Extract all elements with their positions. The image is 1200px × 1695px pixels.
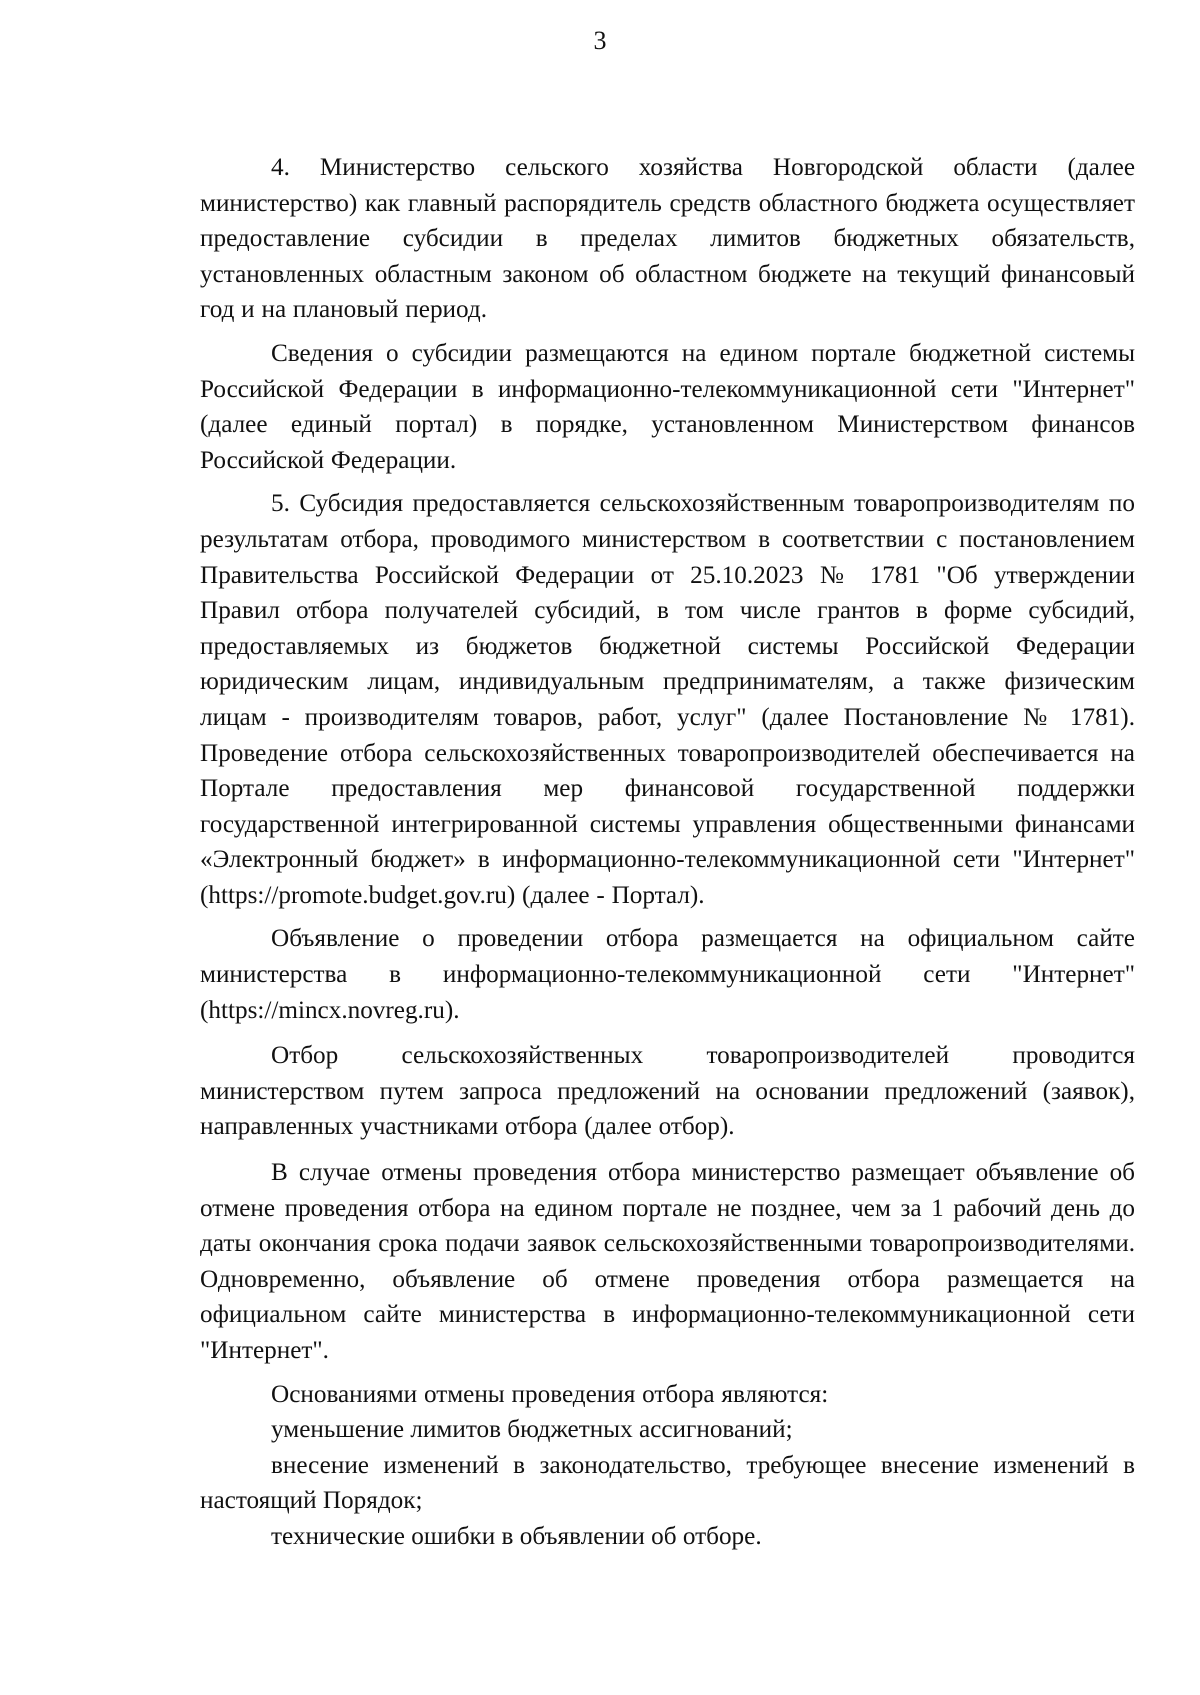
paragraph-cancellation-grounds: Основаниями отмены проведения отбора являются: [271,1380,829,1408]
paragraph-5-selection: 5. Субсидия предоставляется сельскохозяйственным товаропроизводителям по результатам отбора, проводимого министерством в соответствии с постановлением Правительства Российской Федерации от 25.10.2023 № 1781 "Об утверждении Правил отбора получателей субсидий, в том числе грантов в форме субсидий, предоставляемых из бюджетов бюджетной системы Российской Федерации юридическим лицам, индивидуальным предпринимателям, а также физическим лицам - производителям товаров, работ, услуг" (далее Постановление № 1781). Проведение отбора сельскохозяйственных товаропроизводителей обеспечивается на Портале предоставления мер финансовой государственной поддержки государственной интегрированной системы управления общественными финансами «Электронный бюджет» в информационно-телекоммуникационной сети "Интернет" (https://promote.budget.gov.ru) (далее - Портал). [200,490,1135,909]
document-body [200,150,1135,1555]
paragraph-subsidy-info: Сведения о субсидии размещаются на едином портале бюджетной системы Российской Федерации в информационно-телекоммуникационной сети "Интернет" (далее единый портал) в порядке, установленном Министерством финансов Российской Федерации. [200,339,1135,474]
paragraph-selection-method: Отбор сельскохозяйственных товаропроизводителей проводится министерством путем запроса предложений на основании предложений (заявок), направленных участниками отбора (далее отбор). [200,1042,1135,1141]
page-number: 3 [593,26,607,55]
ground-item-technical-errors: технические ошибки в объявлении об отборе. [271,1522,762,1550]
paragraph-announcement: Объявление о проведении отбора размещается на официальном сайте министерства в информационно-телекоммуникационной сети "Интернет" (https://mincx.novreg.ru). [200,925,1135,1024]
paragraph-cancellation: В случае отмены проведения отбора министерство размещает объявление об отмене проведения отбора на едином портале не позднее, чем за 1 рабочий день до даты окончания срока подачи заявок сельскохозяйственными товаропроизводителями. Одновременно, объявление об отмене проведения отбора размещается на официальном сайте министерства в информационно-телекоммуникационной сети "Интернет". [200,1159,1135,1364]
paragraph-4-ministry: 4. Министерство сельского хозяйства Новгородской области (далее министерство) как главный распорядитель средств областного бюджета осуществляет предоставление субсидии в пределах лимитов бюджетных обязательств, установленных областным законом об областном бюджете на текущий финансовый год и на плановый период. [200,154,1135,324]
ground-item-limits: уменьшение лимитов бюджетных ассигнований; [271,1416,793,1444]
ground-item-legislation: внесение изменений в законодательство, требующее внесение изменений в настоящий Порядок; [200,1451,1135,1515]
